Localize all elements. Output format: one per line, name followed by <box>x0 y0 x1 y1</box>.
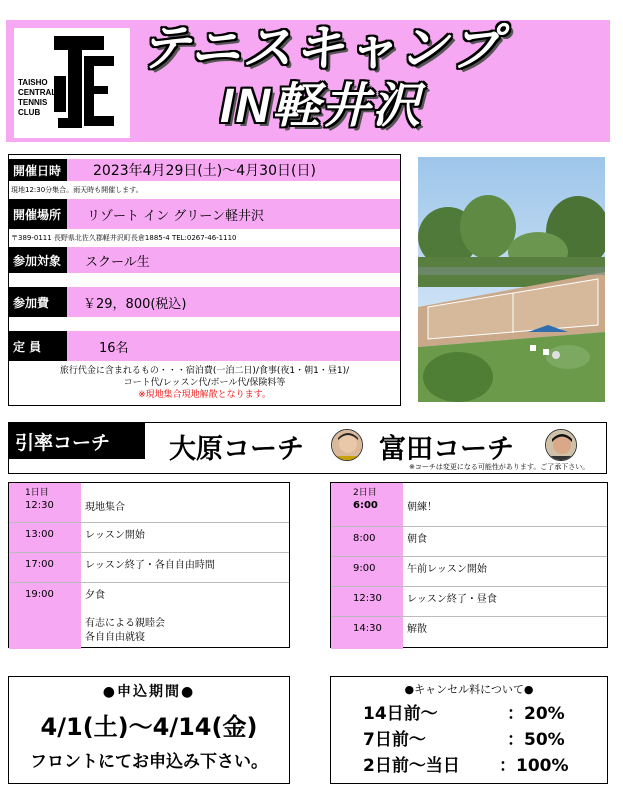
schedule-desc: 朝食 <box>407 534 427 545</box>
schedule-desc: 解散 <box>407 624 427 635</box>
schedule-desc-line: 有志による親睦会 <box>85 618 165 629</box>
title-line1: テニスキャンプ <box>140 20 502 76</box>
cancel-title: ●キャンセル料について● <box>404 683 534 696</box>
includes-line: コート代/レッスン代/ボール代/保険料等 <box>123 378 286 388</box>
target-value: スクール生 <box>67 247 400 273</box>
apply-instruction: フロントにてお申込み下さい。 <box>30 752 268 772</box>
table-row <box>9 483 289 523</box>
schedule-desc: 午前レッスン開始 <box>407 564 487 575</box>
schedule-desc: レッスン終了・昼食 <box>407 594 497 605</box>
schedule-desc: 現地集合 <box>85 502 125 513</box>
cancel-fee: ：50% <box>507 730 565 750</box>
schedule-desc-line <box>85 603 165 617</box>
coach2-avatar <box>545 429 577 461</box>
coach2-name: 富田コーチ <box>379 434 514 465</box>
coach-section <box>8 422 607 474</box>
coach-note: ※コーチは変更になる可能性があります。ご了承下さい。 <box>409 463 590 471</box>
apply-period: 4/1(土)～4/14(金) <box>40 713 258 741</box>
table-row <box>331 527 607 557</box>
cancel-fee: ：20% <box>507 704 565 724</box>
includes-note: ※現地集合現地解散となります。 <box>138 390 271 400</box>
cancellation-fee-box <box>330 676 608 784</box>
schedule-desc <box>85 589 165 645</box>
apply-title: ●申込期間● <box>102 684 196 700</box>
schedule-desc: レッスン終了・各自自由時間 <box>85 560 215 571</box>
coach1-name: 大原コーチ <box>169 434 304 465</box>
title-line2: IN軽井沢 <box>220 80 423 133</box>
cancel-when-col <box>363 701 460 779</box>
schedule-time: 8:00 <box>331 527 403 556</box>
schedule-time-value: 12:30 <box>25 500 54 511</box>
day1-title: 1日目 <box>25 488 49 498</box>
date-note: 現地12:30分集合。雨天時も開催します。 <box>11 186 143 194</box>
logo-line: TAISHO <box>18 78 48 87</box>
table-row <box>331 483 607 527</box>
day2-schedule <box>330 482 608 648</box>
venue-value: リゾート イン グリーン軽井沢 <box>67 199 400 229</box>
tennis-court-photo <box>418 157 605 402</box>
date-label: 開催日時 <box>9 159 67 181</box>
table-row <box>9 553 289 583</box>
schedule-time: 14:30 <box>331 617 403 649</box>
event-info-box <box>8 154 401 406</box>
table-row <box>331 587 607 617</box>
logo-line: CLUB <box>18 108 41 117</box>
cancel-when: 7日前～ <box>363 730 426 750</box>
coach-label: 引率コーチ <box>9 423 145 459</box>
target-label: 参加対象 <box>9 247 67 273</box>
day1-schedule <box>8 482 290 648</box>
cancel-fee-col <box>499 701 569 779</box>
cancel-when: 14日前～ <box>363 704 438 724</box>
schedule-time: 17:00 <box>9 553 81 582</box>
date-value: 2023年4月29日(土)～4月30日(日) <box>67 159 400 181</box>
schedule-time-value: 6:00 <box>353 500 378 511</box>
schedule-desc-line: 夕食 <box>85 590 105 601</box>
table-row <box>331 617 607 649</box>
cancel-when: 2日前～当日 <box>363 756 460 776</box>
schedule-time: 9:00 <box>331 557 403 586</box>
fee-label: 参加費 <box>9 287 67 317</box>
application-period-box <box>8 676 290 784</box>
cancel-fee: ：100% <box>499 756 569 776</box>
capacity-value: 16名 <box>67 331 400 361</box>
table-row <box>9 523 289 553</box>
includes-line: 旅行代金に含まれるもの・・・宿泊費(一泊二日)/食事(夜1・朝1・昼1)/ <box>59 366 350 376</box>
schedule-desc-line: 各自自由就寝 <box>85 632 145 643</box>
venue-label: 開催場所 <box>9 199 67 229</box>
schedule-time: 13:00 <box>9 523 81 552</box>
table-row <box>331 557 607 587</box>
logo-line: CENTRAL <box>18 88 57 97</box>
schedule-desc: レッスン開始 <box>85 530 145 541</box>
club-logo <box>14 28 130 138</box>
table-row <box>9 583 289 649</box>
schedule-time: 19:00 <box>9 583 81 649</box>
schedule-time <box>9 483 81 522</box>
venue-address: 〒389-0111 長野県北佐久郡軽井沢町長倉1885-4 TEL:0267-46-1110 <box>11 234 237 242</box>
day2-title: 2日目 <box>353 488 377 498</box>
includes-text <box>9 365 400 401</box>
schedule-time <box>331 483 403 526</box>
coach1-avatar <box>331 429 363 461</box>
logo-line: TENNIS <box>18 98 48 107</box>
capacity-label: 定 員 <box>9 331 67 361</box>
schedule-desc: 朝練！ <box>407 502 437 513</box>
logo-text <box>18 78 56 118</box>
fee-value: ￥29，800(税込) <box>67 287 400 317</box>
schedule-time: 12:30 <box>331 587 403 616</box>
